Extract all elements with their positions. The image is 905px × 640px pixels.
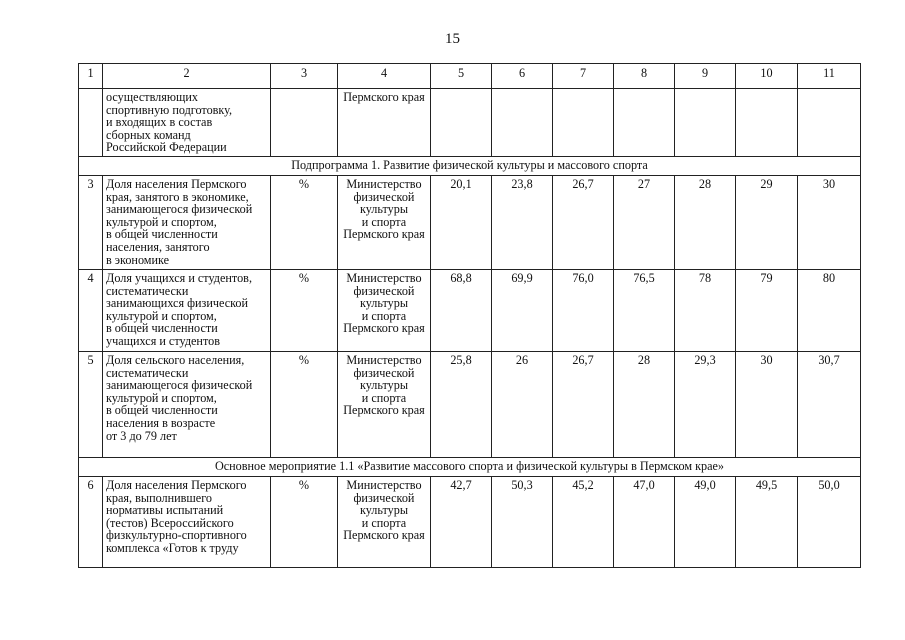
cell-no: 4 <box>79 269 103 351</box>
header-cell-9: 9 <box>675 64 736 89</box>
cell-value: 30 <box>736 351 798 457</box>
cell-value <box>492 89 553 157</box>
cell-value: 30,7 <box>798 351 861 457</box>
indicators-table <box>78 63 861 568</box>
cell-unit: % <box>271 269 338 351</box>
cell-value: 76,5 <box>614 269 675 351</box>
table-row <box>79 476 861 567</box>
cell-value <box>553 89 614 157</box>
cell-value: 69,9 <box>492 269 553 351</box>
cell-value <box>736 89 798 157</box>
cell-no: 6 <box>79 476 103 567</box>
cell-indicator: Доля учащихся и студентов, систематически занимающихся физической культурой и спортом, в общей численности учащихся и студентов <box>103 269 271 351</box>
header-cell-7: 7 <box>553 64 614 89</box>
cell-value: 68,8 <box>431 269 492 351</box>
cell-value <box>798 89 861 157</box>
cell-responsible: Пермского края <box>338 89 431 157</box>
cell-value: 47,0 <box>614 476 675 567</box>
cell-value: 28 <box>675 175 736 269</box>
main-activity-heading: Основное мероприятие 1.1 «Развитие массового спорта и физической культуры в Пермском крае» <box>79 457 861 476</box>
cell-value: 45,2 <box>553 476 614 567</box>
page-number: 15 <box>445 31 460 47</box>
cell-value <box>431 89 492 157</box>
cell-value <box>675 89 736 157</box>
cell-value: 26 <box>492 351 553 457</box>
subprogram-heading: Подпрограмма 1. Развитие физической культуры и массового спорта <box>79 156 861 175</box>
header-cell-4: 4 <box>338 64 431 89</box>
cell-unit <box>271 89 338 157</box>
header-cell-1: 1 <box>79 64 103 89</box>
continuation-row <box>79 89 861 157</box>
cell-indicator: Доля сельского населения, систематически занимающегося физической культурой и спортом, в общей численности населения в возрасте от 3 до 79 лет <box>103 351 271 457</box>
header-cell-8: 8 <box>614 64 675 89</box>
cell-value: 23,8 <box>492 175 553 269</box>
cell-no <box>79 89 103 157</box>
cell-value: 76,0 <box>553 269 614 351</box>
cell-no: 3 <box>79 175 103 269</box>
header-cell-2: 2 <box>103 64 271 89</box>
table-row <box>79 351 861 457</box>
cell-value: 25,8 <box>431 351 492 457</box>
cell-value: 26,7 <box>553 351 614 457</box>
header-cell-3: 3 <box>271 64 338 89</box>
cell-value: 27 <box>614 175 675 269</box>
cell-value: 78 <box>675 269 736 351</box>
cell-no: 5 <box>79 351 103 457</box>
header-cell-6: 6 <box>492 64 553 89</box>
cell-value: 30 <box>798 175 861 269</box>
table-row <box>79 175 861 269</box>
cell-value: 29,3 <box>675 351 736 457</box>
cell-unit: % <box>271 175 338 269</box>
cell-value: 42,7 <box>431 476 492 567</box>
cell-value: 26,7 <box>553 175 614 269</box>
cell-responsible: Министерство физической культуры и спорта Пермского края <box>338 269 431 351</box>
cell-value: 50,0 <box>798 476 861 567</box>
cell-value: 20,1 <box>431 175 492 269</box>
header-cell-11: 11 <box>798 64 861 89</box>
table-row <box>79 269 861 351</box>
cell-unit: % <box>271 351 338 457</box>
cell-responsible: Министерство физической культуры и спорта Пермского края <box>338 476 431 567</box>
header-cell-5: 5 <box>431 64 492 89</box>
section-row <box>79 156 861 175</box>
cell-value: 49,0 <box>675 476 736 567</box>
cell-indicator: Доля населения Пермского края, выполнившего нормативы испытаний (тестов) Всероссийского физкультурно-спортивного комплекса «Готов к труду <box>103 476 271 567</box>
cell-value: 28 <box>614 351 675 457</box>
header-cell-10: 10 <box>736 64 798 89</box>
cell-responsible: Министерство физической культуры и спорта Пермского края <box>338 175 431 269</box>
cell-unit: % <box>271 476 338 567</box>
cell-indicator: осуществляющих спортивную подготовку, и входящих в состав сборных команд Российской Федерации <box>103 89 271 157</box>
header-row <box>79 64 861 89</box>
cell-indicator: Доля населения Пермского края, занятого в экономике, занимающегося физической культурой и спортом, в общей численности населения, занятого в экономике <box>103 175 271 269</box>
cell-responsible: Министерство физической культуры и спорта Пермского края <box>338 351 431 457</box>
cell-value <box>614 89 675 157</box>
cell-value: 29 <box>736 175 798 269</box>
cell-value: 49,5 <box>736 476 798 567</box>
section-row <box>79 457 861 476</box>
cell-value: 50,3 <box>492 476 553 567</box>
cell-value: 79 <box>736 269 798 351</box>
cell-value: 80 <box>798 269 861 351</box>
